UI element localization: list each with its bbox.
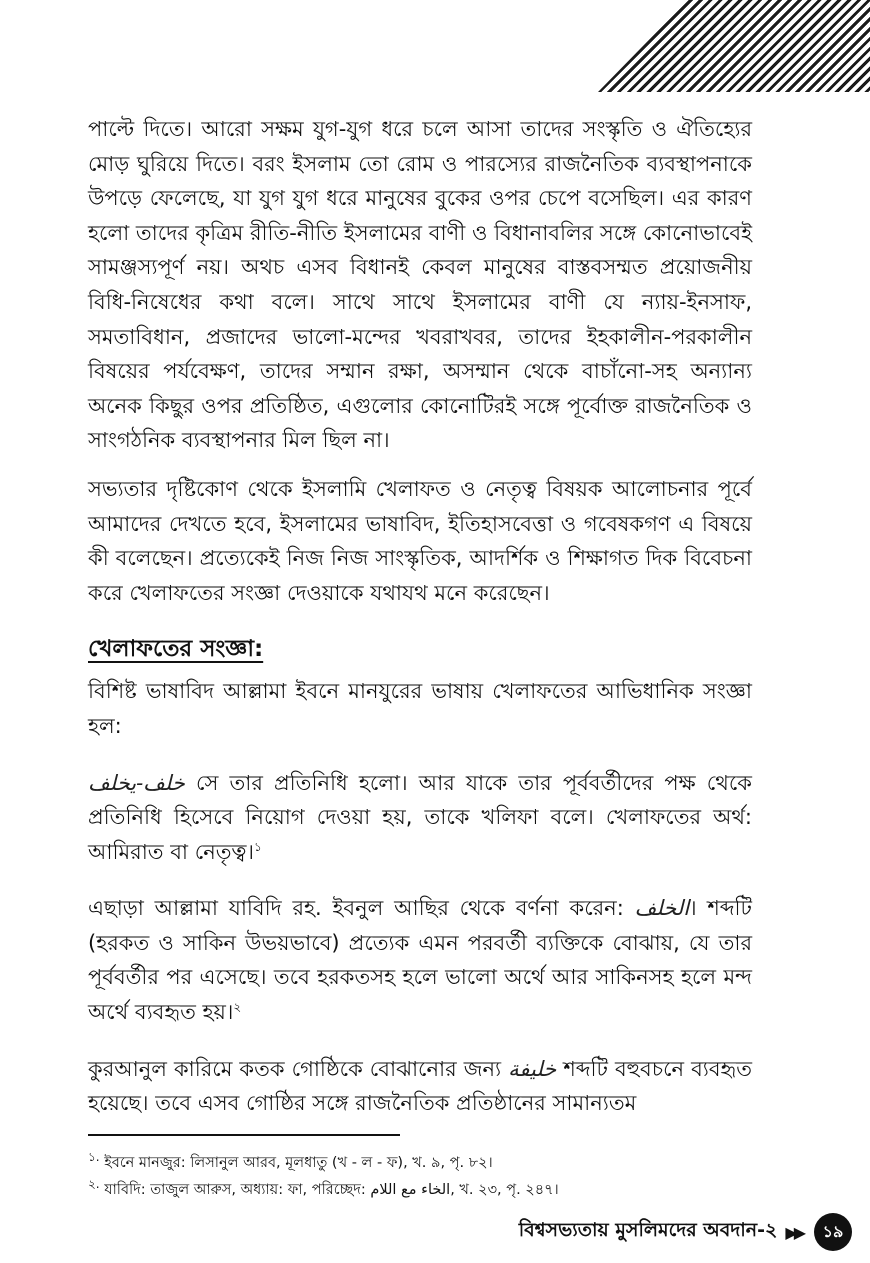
book-title: বিশ্বসভ্যতায় মুসলিমদের অবদান-২	[518, 1219, 778, 1241]
definition-intro: বিশিষ্ট ভাষাবিদ আল্লামা ইবনে মানযুরের ভাষায় খেলাফতের আভিধানিক সংজ্ঞা হল:	[88, 679, 752, 738]
body-paragraph-1: পাল্টে দিতে। আরো সক্ষম যুগ-যুগ ধরে চলে আসা তাদের সংস্কৃতি ও ঐতিহ্যের মোড় ঘুরিয়ে দিতে। বরং ইসলাম তো রোম ও পারস্যের রাজনৈতিক ব্যবস্থাপনাকে উপড়ে ফেলেছে, যা যুগ যুগ ধরে মানুষের বুকের ওপর চেপে বসেছিল। এর কারণ হলো তাদের কৃত্রিম রীতি-নীতি ইসলামের বাণী ও বিধানাবলির সঙ্গে কোনোভাবেই সামঞ্জস্যপূর্ণ নয়। অথচ এসব বিধানই কেবল মানুষের বাস্তবসম্মত প্রয়োজনীয় বিধি-নিষেধের কথা বলে। সাথে সাথে ইসলামের বাণী যে ন্যায়-ইনসাফ, সমতাবিধান, প্রজাদের ভালো-মন্দের খবরাখবর, তাদের ইহকালীন-পরকালীন বিষয়ের পর্যবেক্ষণ, তাদের সম্মান রক্ষা, অসম্মান থেকে বাচাঁনো-সহ অন্যান্য অনেক কিছুর ওপর প্রতিষ্ঠিত, এগুলোর কোনোটিরই সঙ্গে পূর্বোক্ত রাজনৈতিক ও সাংগঠনিক ব্যবস্থাপনার মিল ছিল না।	[88, 117, 752, 453]
body-paragraph-2: সভ্যতার দৃষ্টিকোণ থেকে ইসলামি খেলাফত ও নেতৃত্ব বিষয়ক আলোচনার পূর্বে আমাদের দেখতে হবে, ইসলামের ভাষাবিদ, ইতিহাসবেত্তা ও গবেষকগণ এ বিষয়ে কী বলেছেন। প্রত্যেকেই নিজ নিজ সাংস্কৃতিক, আদর্শিক ও শিক্ষাগত দিক বিবেচনা করে খেলাফতের সংজ্ঞা দেওয়াকে যথাযথ মনে করেছেন।	[88, 476, 752, 605]
corner-decoration-pattern	[580, 0, 870, 92]
definition-text-after: শব্দটি বহুবচনে ব্যবহৃত হয়েছে। তবে এসব গোষ্ঠির সঙ্গে রাজনৈতিক প্রতিষ্ঠানের সামান্যতম	[88, 1056, 752, 1116]
footnote-number: ১.	[88, 1150, 100, 1165]
definition-paragraph-1	[88, 766, 752, 870]
page-number-badge: ১৯	[814, 1213, 852, 1251]
footnote-separator	[88, 1134, 400, 1136]
page-footer	[519, 1212, 852, 1252]
footnote-text: ইবনে মানজুর: লিসানুল আরব, মূলধাতু (খ - ল - ফ), খ. ৯, পৃ. ৮২।	[99, 1155, 493, 1171]
definition-text-before: এছাড়া আল্লামা যাবিদি রহ. ইবনুল আছির থেকে বর্ণনা করেন:	[88, 896, 635, 921]
section-heading: খেলাফতের সংজ্ঞা:	[88, 636, 264, 663]
arabic-term: خلف-يخلف	[88, 770, 185, 795]
page-body	[88, 112, 752, 1121]
arabic-term: الخلف	[634, 896, 690, 921]
footnote-text: যাবিদি: তাজুল আরুস, অধ্যায়: ফা, পরিচ্ছেদ: الخاء مع اللام, খ. ২৩, পৃ. ২৪৭।	[99, 1182, 559, 1198]
footnote-1	[88, 1150, 752, 1177]
arabic-term: خليفة	[508, 1056, 557, 1081]
footnotes	[88, 1150, 752, 1204]
definition-paragraph-2	[88, 891, 752, 1029]
definition-paragraph-3	[88, 1052, 752, 1121]
footnote-ref-1[interactable]: ১	[253, 839, 262, 854]
definition-text-after: । শব্দটি (হরকত ও সাকিন উভয়ভাবে) প্রত্যেক এমন পরবর্তী ব্যক্তিকে বোঝায়, যে তার পূর্ববর্তীর পর এসেছে। তবে হরকতসহ হলে ভালো অর্থে আর সাকিনসহ হলে মন্দ অর্থে ব্যবহৃত হয়।	[88, 896, 753, 1025]
definition-text-before: কুরআনুল কারিমে কতক গোষ্ঠিকে বোঝানোর জন্য	[88, 1056, 509, 1081]
footnote-ref-2[interactable]: ২	[233, 1000, 242, 1015]
footnote-2	[88, 1177, 752, 1204]
footnote-number: ২.	[88, 1177, 100, 1192]
definition-text: সে তার প্রতিনিধি হলো। আর যাকে তার পূর্ববর্তীদের পক্ষ থেকে প্রতিনিধি হিসেবে নিয়োগ দেওয়া হয়, তাকে খলিফা বলে। খেলাফতের অর্থ: আমিরাত বা নেতৃত্ব।	[88, 770, 752, 864]
double-arrow-icon: ▶▶	[785, 1222, 802, 1242]
